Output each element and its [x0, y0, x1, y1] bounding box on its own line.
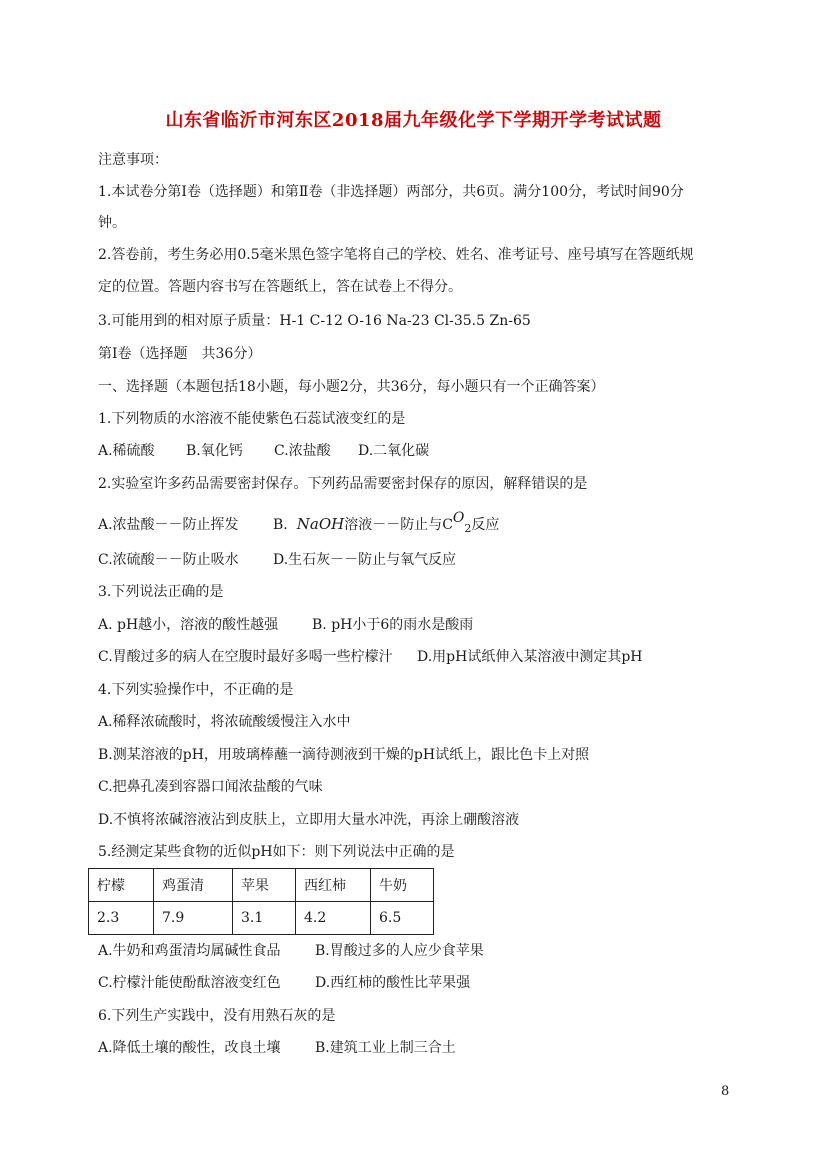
options-row [98, 510, 500, 536]
instructions: 一、选择题（本题包括18小题，每小题2分，共36分，每小题只有一个正确答案） [98, 379, 605, 395]
notes-heading: 注意事项： [98, 152, 168, 168]
option-d: D.生石灰－－防止与氧气反应 [273, 552, 457, 568]
table-cell: 3.1 [233, 902, 296, 935]
option-d: D.不慎将浓碱溶液沾到皮肤上，立即用大量水冲洗，再涂上硼酸溶液 [98, 812, 520, 828]
option-a: A.降低土壤的酸性，改良土壤 [98, 1040, 281, 1056]
question-stem: 6.下列生产实践中，没有用熟石灰的是 [98, 1008, 336, 1024]
option-c: C.柠檬汁能使酚酞溶液变红色 [98, 975, 281, 991]
note-line: 2.答卷前，考生务必用0.5毫米黑色签字笔将自己的学校、姓名、准考证号、座号填写在答题纸规 [98, 247, 694, 263]
options-row [98, 941, 484, 961]
table-cell: 苹果 [233, 869, 296, 902]
ph-table [88, 868, 434, 935]
note-line: 钟。 [98, 215, 126, 231]
option-b: B.建筑工业上制三合土 [315, 1040, 456, 1056]
table-cell: 牛奶 [371, 869, 434, 902]
option-d: D.西红柿的酸性比苹果强 [315, 975, 471, 991]
option-d: D.用pH试纸伸入某溶液中测定其pH [417, 649, 643, 665]
note-line: 1.本试卷分第Ⅰ卷（选择题）和第Ⅱ卷（非选择题）两部分，共6页。满分100分，考试时间90分 [98, 184, 684, 200]
table-header-row [89, 869, 434, 902]
option-a: A.稀释浓硫酸时，将浓硫酸缓慢注入水中 [98, 714, 351, 730]
table-row [89, 902, 434, 935]
options-row [98, 973, 470, 993]
question-stem: 3.下列说法正确的是 [98, 584, 224, 600]
option-c: C.把鼻孔凑到容器口闻浓盐酸的气味 [98, 779, 323, 795]
option-b: B. NaOH溶液－－防止与$CO_2$反应 [273, 510, 500, 535]
option-a: A.稀硫酸 [98, 443, 155, 459]
option-b: B. pH小于6的雨水是酸雨 [312, 617, 474, 633]
section-heading: 第Ⅰ卷（选择题 共36分） [98, 346, 262, 362]
options-row [98, 550, 456, 570]
options-row [98, 647, 643, 667]
option-c: C.浓硫酸－－防止吸水 [98, 552, 239, 568]
option-a: A.牛奶和鸡蛋清均属碱性食品 [98, 943, 281, 959]
question-stem: 4.下列实验操作中，不正确的是 [98, 682, 294, 698]
options-row [98, 1038, 456, 1058]
table-cell: 6.5 [371, 902, 434, 935]
note-line: 定的位置。答题内容书写在答题纸上，答在试卷上不得分。 [98, 279, 462, 295]
table-cell: 柠檬 [89, 869, 154, 902]
naoh-formula: NaOH [296, 515, 345, 533]
option-c: C.胃酸过多的病人在空腹时最好多喝一些柠檬汁 [98, 649, 393, 665]
page-number: 8 [721, 1084, 730, 1099]
table-cell: 4.2 [296, 902, 371, 935]
note-line: 3.可能用到的相对原子质量：H-1 C-12 O-16 Na-23 Cl-35.5 Zn-65 [98, 313, 531, 329]
options-row [98, 615, 473, 635]
table-cell: 西红柿 [296, 869, 371, 902]
table-cell: 鸡蛋清 [154, 869, 233, 902]
page-title: 山东省临沂市河东区2018届九年级化学下学期开学考试试题 [165, 110, 662, 131]
table-cell: 7.9 [154, 902, 233, 935]
option-b: B.胃酸过多的人应少食苹果 [315, 943, 484, 959]
option-d: D.二氧化碳 [358, 443, 430, 459]
option-b: B.测某溶液的pH，用玻璃棒蘸一滴待测液到干燥的pH试纸上，跟比色卡上对照 [98, 747, 590, 763]
option-a: A.浓盐酸－－防止挥发 [98, 517, 239, 533]
table-cell: 2.3 [89, 902, 154, 935]
option-a: A. pH越小，溶液的酸性越强 [98, 617, 279, 633]
question-stem: 5.经测定某些食物的近似pH如下：则下列说法中正确的是 [98, 844, 455, 860]
options-row [98, 441, 429, 461]
option-c: C.浓盐酸 [274, 443, 331, 459]
question-stem: 2.实验室许多药品需要密封保存。下列药品需要密封保存的原因，解释错误的是 [98, 476, 588, 492]
question-stem: 1.下列物质的水溶液不能使紫色石蕊试液变红的是 [98, 411, 406, 427]
option-b: B.氧化钙 [186, 443, 243, 459]
